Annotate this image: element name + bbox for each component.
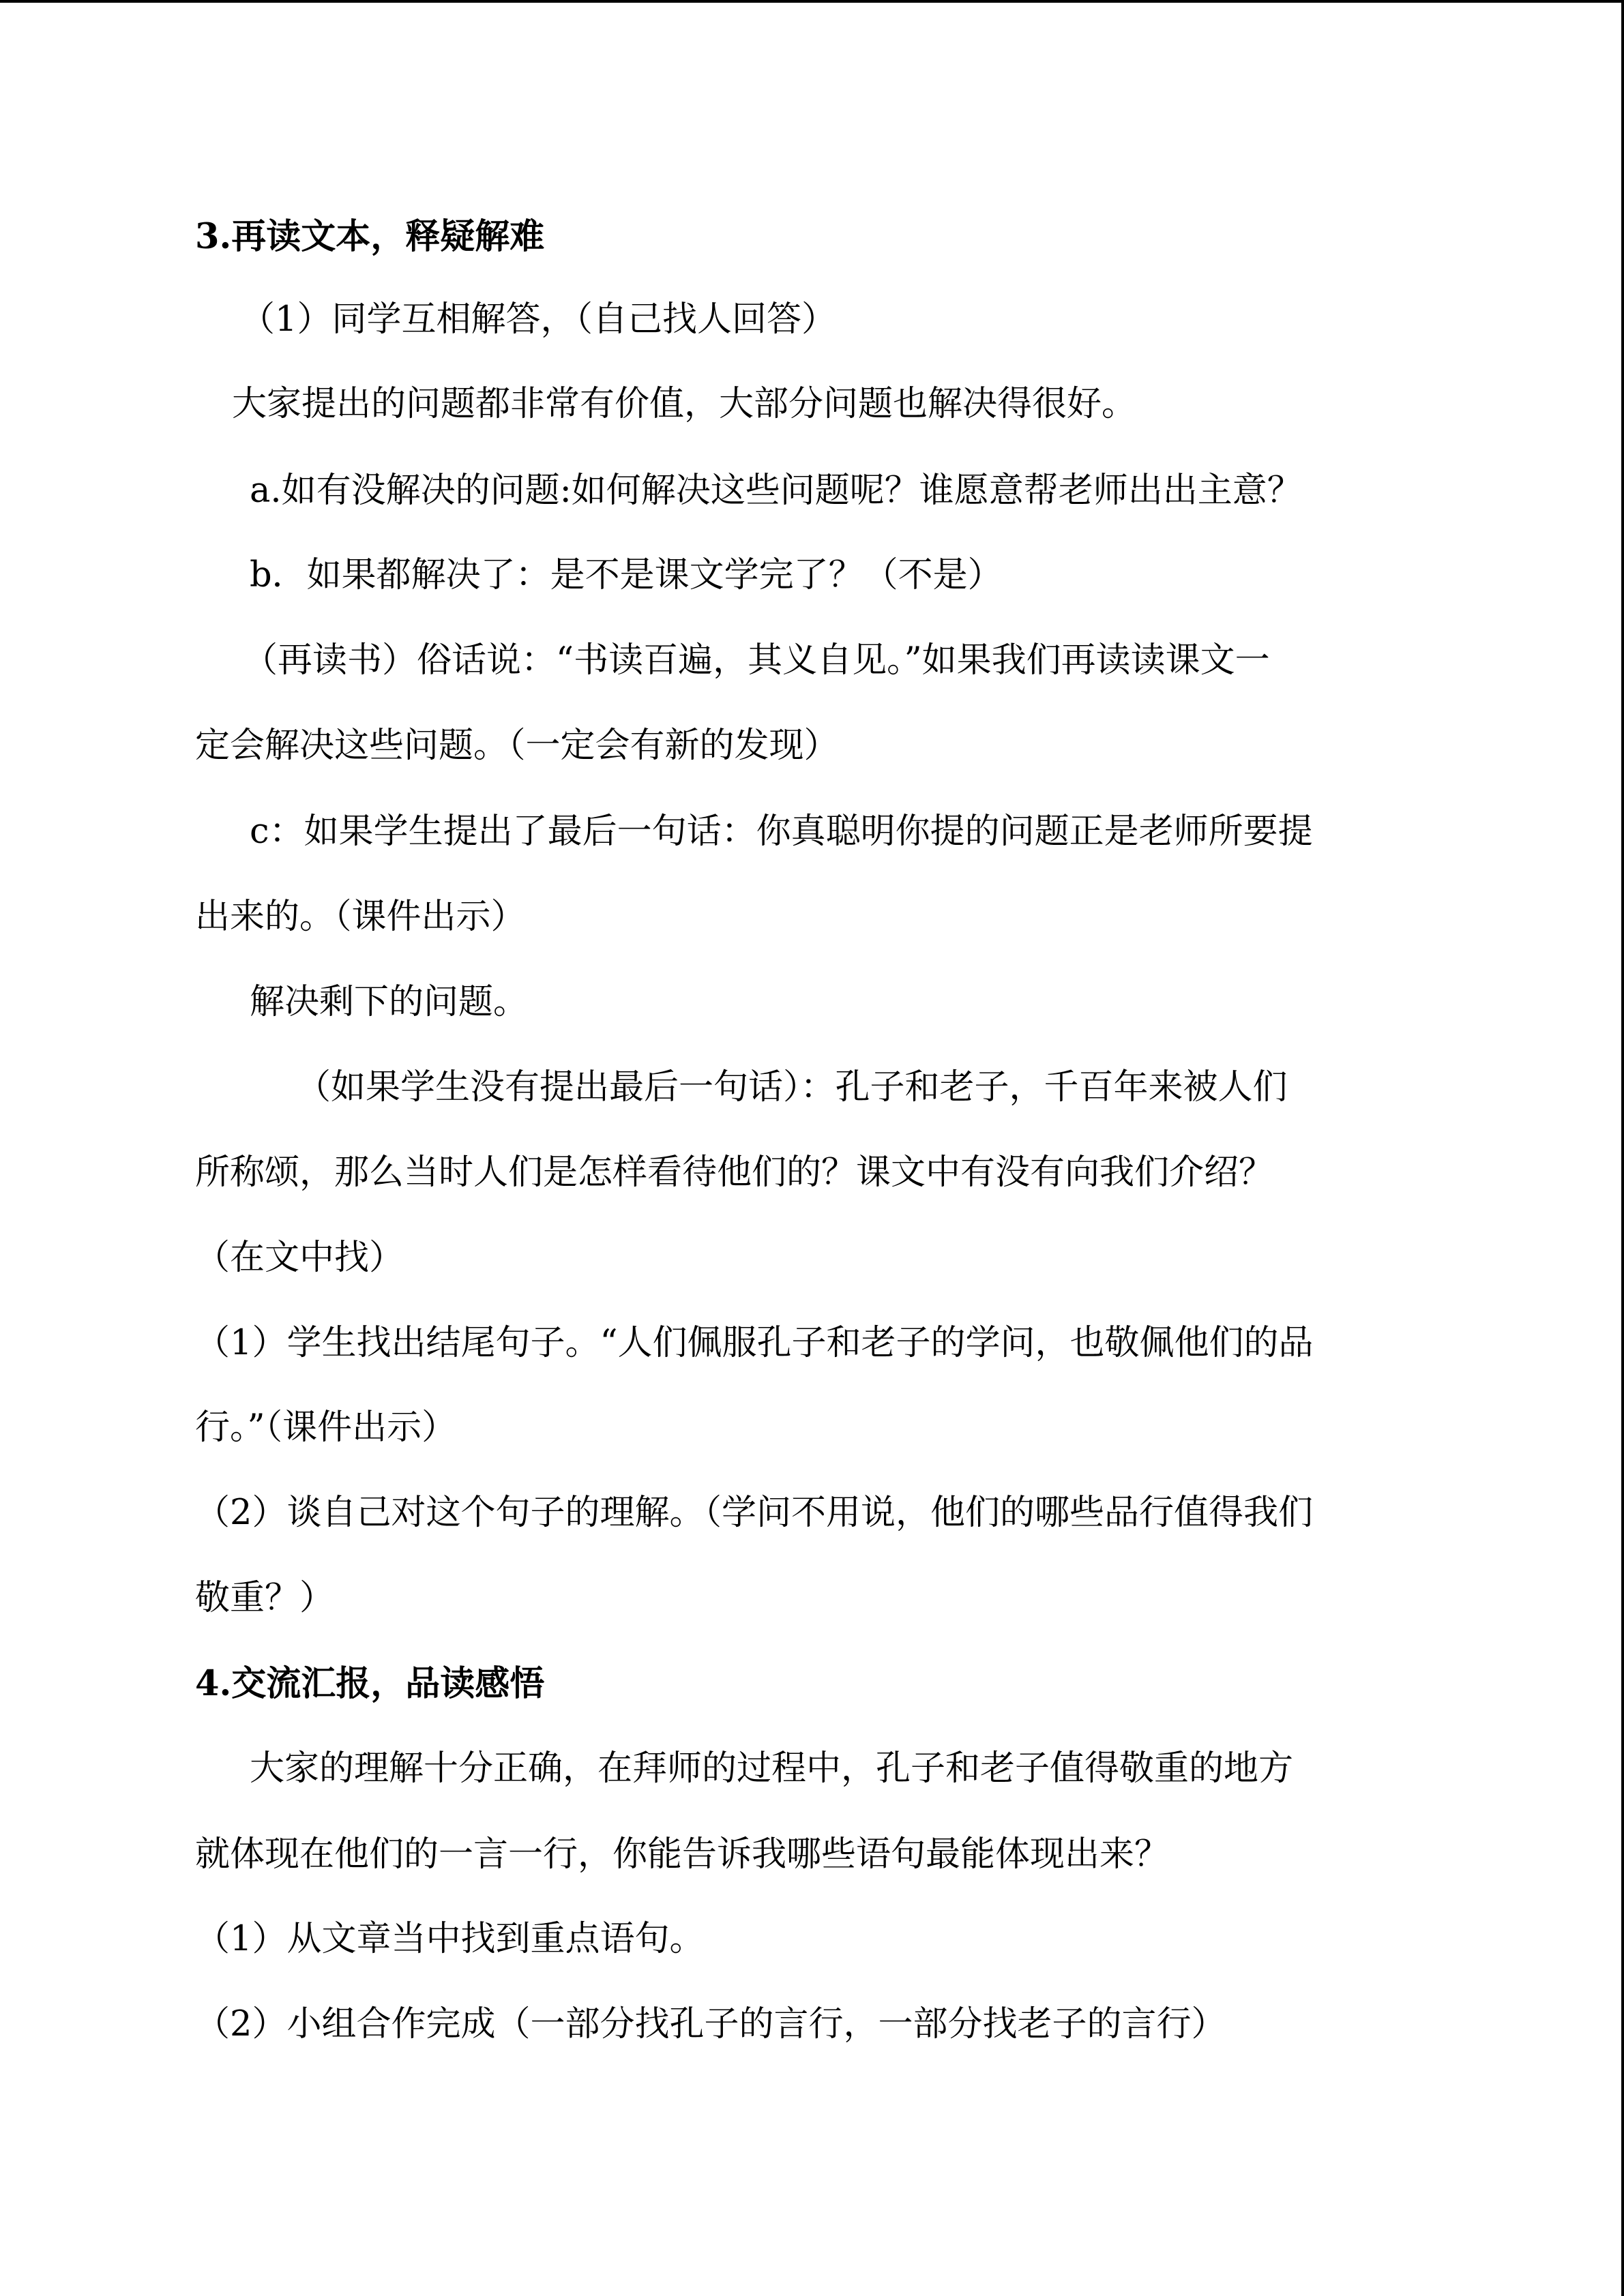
paragraph-line: 出来的。（课件出示） [195, 897, 526, 937]
paragraph-line: 大家提出的问题都非常有价值，大部分问题也解决得很好。 [232, 384, 1137, 424]
page-border-right [1621, 0, 1624, 2296]
paragraph-line: 大家的理解十分正确，在拜师的过程中，孔子和老子值得敬重的地方 [250, 1748, 1294, 1789]
paragraph-line: a.如有没解决的问题:如何解决这些问题呢？谁愿意帮老师出出主意？ [250, 471, 1302, 511]
paragraph-line: 敬重？） [195, 1578, 335, 1618]
paragraph-line: 行。”（课件出示） [195, 1407, 457, 1448]
paragraph-line: （2）小组合作完成（一部分找孔子的言行，一部分找老子的言行） [195, 2004, 1226, 2044]
paragraph-line: c：如果学生提出了最后一句话：你真聪明你提的问题正是老师所要提 [250, 811, 1313, 852]
paragraph-line: （1）同学互相解答，（自己找人回答） [240, 299, 836, 340]
paragraph-line: （如果学生没有提出最后一句话）：孔子和老子，千百年来被人们 [296, 1067, 1288, 1107]
paragraph-line: （1）学生找出结尾句子。“人们佩服孔子和老子的学问，也敬佩他们的品 [195, 1323, 1314, 1363]
page-border-top [0, 0, 1624, 3]
paragraph-line: b．如果都解决了：是不是课文学完了？（不是） [250, 555, 1003, 595]
section-heading-3: 3.再读文本，释疑解难 [195, 216, 545, 257]
paragraph-line: （在文中找） [195, 1238, 404, 1278]
paragraph-line: （2）谈自己对这个句子的理解。（学问不用说，他们的哪些品行值得我们 [195, 1493, 1313, 1533]
paragraph-line: 就体现在他们的一言一行，你能告诉我哪些语句最能体现出来？ [195, 1834, 1170, 1875]
section-heading-4: 4.交流汇报，品读感悟 [195, 1663, 545, 1704]
paragraph-line: 所称颂，那么当时人们是怎样看待他们的？课文中有没有向我们介绍？ [195, 1152, 1274, 1193]
paragraph-line: （1）从文章当中找到重点语句。 [195, 1919, 705, 1959]
paragraph-line: 定会解决这些问题。（一定会有新的发现） [195, 726, 839, 766]
paragraph-line: （再读书）俗话说：“书读百遍，其义自见。”如果我们再读读课文一 [243, 640, 1270, 681]
paragraph-line: 解决剩下的问题。 [250, 982, 529, 1022]
